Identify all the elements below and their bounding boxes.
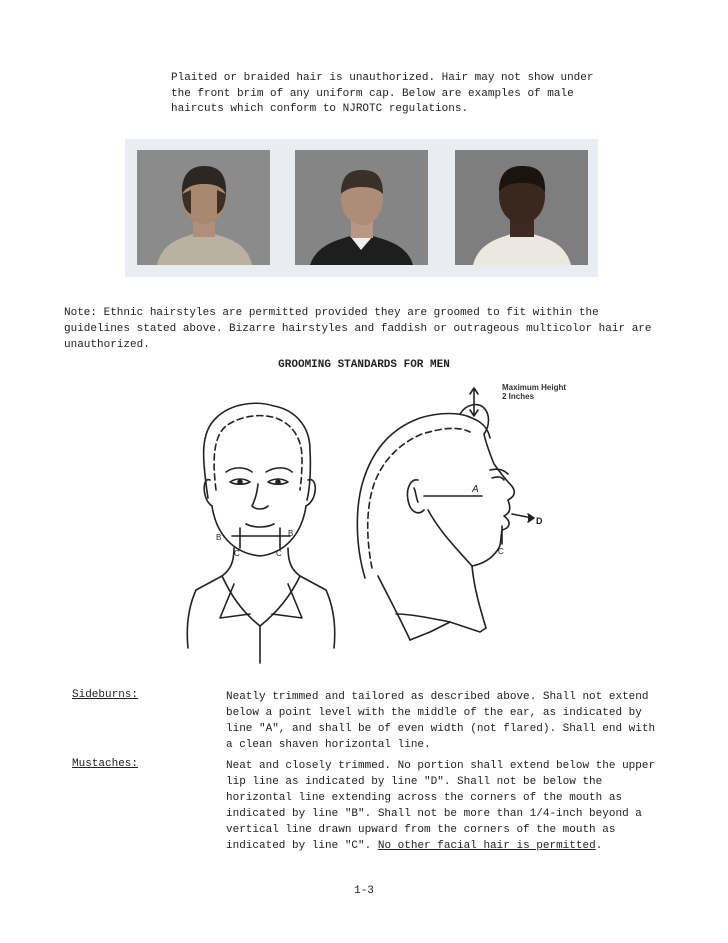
label-c-side: C <box>498 547 504 556</box>
intro-paragraph: Plaited or braided hair is unauthorized. Hair may not show under the front brim of any uniform cap. Below are examples of male haircuts which conform to NJROTC regulations. <box>171 72 594 115</box>
max-height-label: Maximum Height 2 Inches <box>502 383 567 401</box>
side-view-head <box>357 388 534 640</box>
grooming-diagram <box>160 378 580 678</box>
label-d-side: D <box>536 516 543 526</box>
term-mustaches: Mustaches: <box>72 758 139 770</box>
haircut-photo-2 <box>295 150 428 265</box>
section-heading: GROOMING STANDARDS FOR MEN <box>278 359 450 371</box>
label-b-front-left: B <box>216 533 222 542</box>
label-b-front-right: B <box>288 529 294 538</box>
label-a-side: A <box>472 484 479 495</box>
haircut-photo-1 <box>137 150 270 265</box>
page-number: 1-3 <box>354 885 374 897</box>
haircut-photo-strip <box>125 139 598 277</box>
text-sideburns: Neatly trimmed and tailored as described above. Shall not extend below a point level with the middle of the ear, as indicated by line "A", and shall be of even width (not flared). Shall end with a clean shaven horizontal line. <box>226 691 656 751</box>
front-view-head <box>187 403 334 663</box>
ethnic-hairstyles-note: Note: Ethnic hairstyles are permitted provided they are groomed to fit within the guidelines stated above. Bizarre hairstyles and faddish or outrageous multicolor hair are unauthorized. <box>64 307 652 351</box>
term-sideburns: Sideburns: <box>72 689 139 701</box>
haircut-photo-3 <box>455 150 588 265</box>
label-c-front-right: C <box>276 549 282 558</box>
label-c-front-left: C <box>234 549 240 558</box>
mustaches-body: Neat and closely trimmed. No portion shall extend below the upper lip line as indicated by line "D". Shall not be below the horizontal line extending across the corners of the mouth as indicated by line "B". Shall not be more than 1/4-inch beyond a vertical line drawn upward from the corners of the mouth as indicated by line "C". <box>226 760 656 852</box>
no-facial-hair-clause: No other facial hair is permitted <box>377 840 596 852</box>
text-mustaches: Neat and closely trimmed. No portion shall extend below the upper lip line as indicated by line "D". Shall not be below the horizontal line extending across the corners of the mouth as indicated by line "B". Shall not be more than 1/4-inch beyond a vertical line drawn upward from the corners of the mouth as indicated by line "C". No other facial hair is permitted. <box>226 760 656 852</box>
